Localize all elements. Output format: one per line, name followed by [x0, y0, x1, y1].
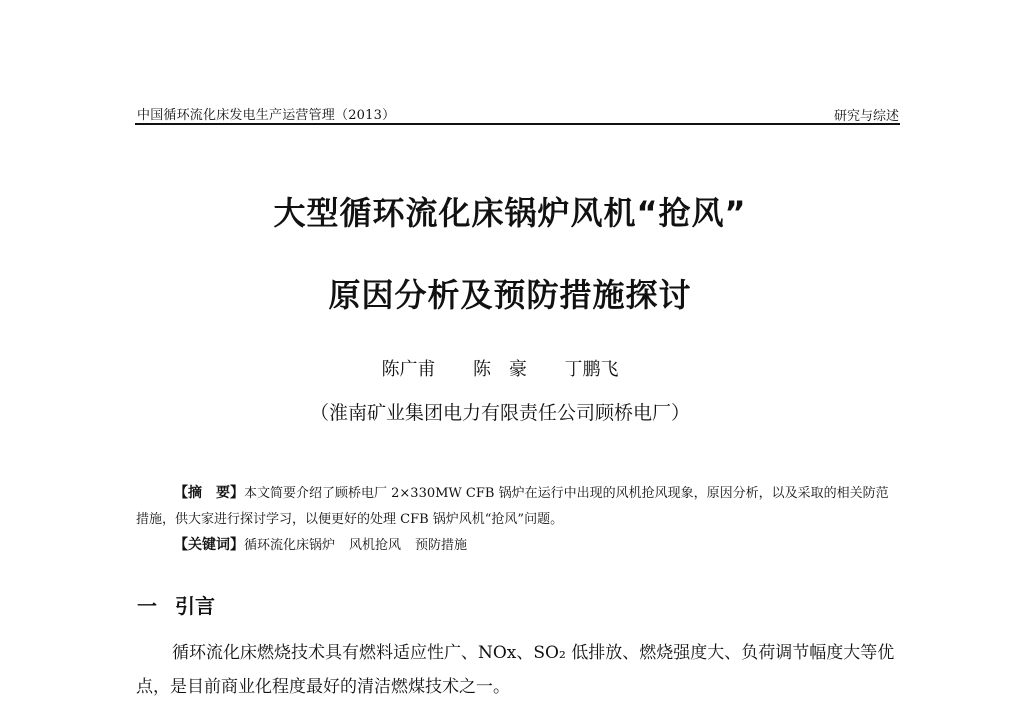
body-paragraph: 循环流化床燃烧技术具有燃料适应性广、NOx、SO₂ 低排放、燃烧强度大、负荷调节幅度大等优点，是目前商业化程度最好的清洁燃煤技术之一。 — [136, 643, 895, 697]
author-name: 丁鹏飞 — [564, 359, 619, 380]
section-title: 引言 — [175, 594, 215, 618]
section-heading — [137, 590, 215, 619]
abstract — [136, 480, 900, 533]
author-name: 陈 豪 — [473, 359, 527, 380]
keyword: 预防措施 — [415, 538, 468, 553]
abstract-label: 【摘 要】 — [174, 485, 244, 501]
author-list — [0, 355, 1000, 381]
author-affiliation: （淮南矿业集团电力有限责任公司顾桥电厂） — [309, 402, 690, 424]
keywords-label: 【关键词】 — [174, 537, 244, 553]
running-header-journal: 中国循环流化床发电生产运营管理（2013） — [137, 108, 396, 123]
abstract-text: 本文简要介绍了顾桥电厂 2×330MW CFB 锅炉在运行中出现的风机抢风现象，原因分析，以及采取的相关防范措施，供大家进行探讨学习，以便更好的处理 CFB 锅炉风机“抢风”问题。 — [136, 486, 889, 527]
section-number: 一 — [137, 594, 157, 618]
keywords — [174, 534, 481, 554]
author-name: 陈广甫 — [381, 359, 436, 380]
keyword: 循环流化床锅炉 — [244, 538, 336, 553]
paper-title-line-1: 大型循环流化床锅炉风机“抢风” — [273, 194, 747, 232]
paper-title-line-2: 原因分析及预防措施探讨 — [328, 276, 692, 314]
running-header-section: 研究与综述 — [833, 109, 899, 124]
keyword: 风机抢风 — [349, 538, 402, 553]
header-divider — [135, 123, 900, 125]
